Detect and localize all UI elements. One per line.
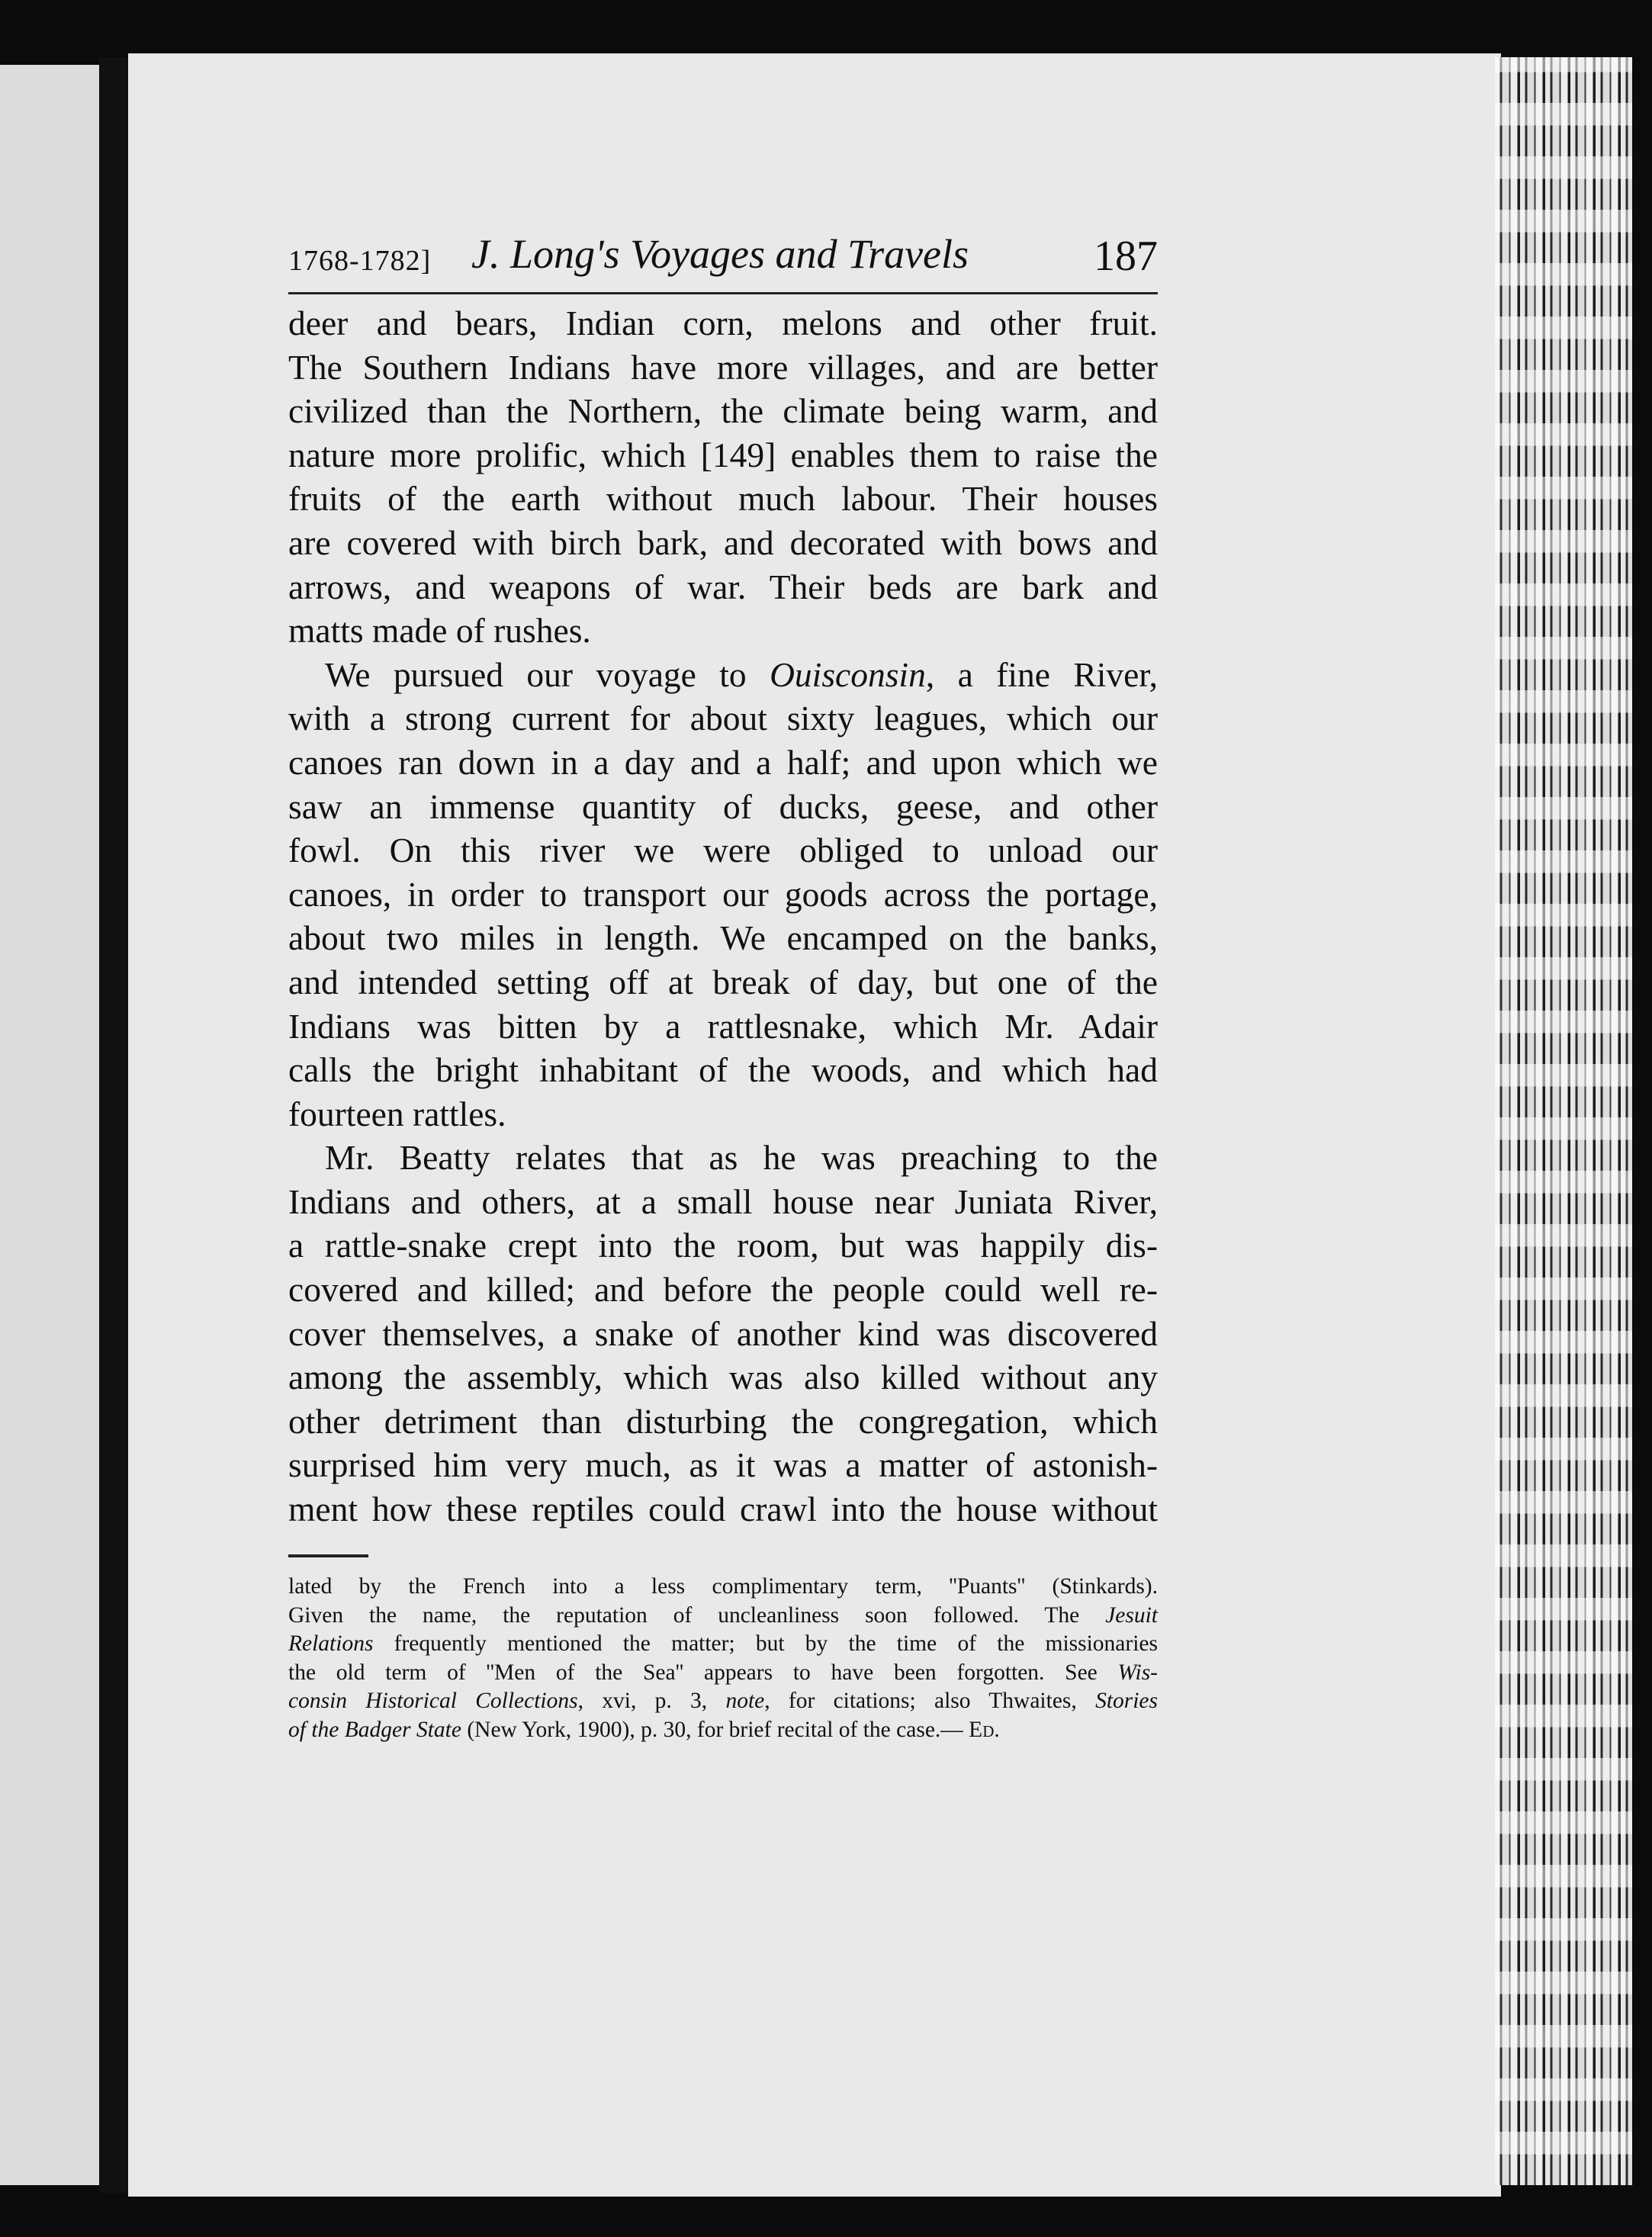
paragraph [288,1136,1158,1531]
running-header-dates: 1768-1782] [288,245,432,277]
page-number: 187 [1094,233,1158,280]
italic-text: consin Historical Collections [288,1689,578,1713]
text-line: canoes ran down in a day and a half; and upon which we [288,742,1158,782]
text-line: We pursued our voyage to Ouisconsin, a fine River, [325,654,1159,694]
text-line: covered and killed; and before the people could well re- [288,1270,1158,1310]
text-line: Mr. Beatty relates that as he was preaching to the [325,1138,1158,1178]
paragraph [288,301,1158,653]
text-line: calls the bright inhabitant of the woods, and which had [288,1050,1158,1090]
text-line: saw an immense quantity of ducks, geese, and other [288,786,1158,826]
text-line: surprised him very much, as it was a matter of astonish- [288,1445,1158,1485]
small-caps-text: Ed. [969,1717,1000,1742]
footnote [288,1573,1158,1744]
text-line: Indians and others, at a small house near Juniata River, [288,1181,1158,1221]
paragraph [288,653,1158,1136]
text-line: civilized than the Northern, the climate being warm, and [288,391,1158,431]
italic-text: of the Badger State [288,1717,461,1742]
book-gutter [99,57,130,2193]
text-line: The Southern Indians have more villages, and are better [288,347,1158,387]
italic-text: Ouisconsin [770,654,926,694]
footnote-line: of the Badger State (New York, 1900), p. 30, for brief recital of the case.— Ed. [288,1717,1000,1742]
text-line: Indians was bitten by a rattlesnake, which Mr. Adair [288,1006,1158,1046]
text-line: deer and bears, Indian corn, melons and other fruit. [288,304,1158,342]
text-line: ment how these reptiles could crawl into the house without [288,1490,1158,1529]
text-line: nature more prolific, which [149] enables them to raise the [288,435,1158,474]
facing-page-edge [0,65,99,2185]
footnote-line: Relations frequently mentioned the matter; but by the time of the missionaries [288,1631,1158,1656]
text-line: fruits of the earth without much labour. Their houses [288,479,1158,519]
text-line: a rattle-snake crept into the room, but was happily dis- [288,1226,1158,1265]
footnote-line: consin Historical Collections, xvi, p. 3, note, for citations; also Thwaites, Stories [288,1689,1159,1713]
text-line: with a strong current for about sixty leagues, which our [288,699,1158,738]
text-line: arrows, and weapons of war. Their beds are bark and [288,567,1158,606]
text-line: among the assembly, which was also killed without any [288,1358,1158,1397]
text-line: matts made of rushes. [288,611,591,651]
text-line: cover themselves, a snake of another kind was discovered [288,1313,1158,1353]
body-text [288,301,1158,1532]
footnote-line: lated by the French into a less complimentary term, ''Puants'' (Stinkards). [288,1574,1158,1599]
italic-text: Stories [1095,1689,1159,1713]
italic-text: Relations [288,1631,374,1656]
footnote-rule [288,1554,368,1557]
italic-text: Wis- [1117,1660,1158,1685]
text-line: other detriment than disturbing the congregation, which [288,1401,1158,1441]
text-line: fowl. On this river we were obliged to unload our [288,831,1158,870]
text-line: are covered with birch bark, and decorated with bows and [288,522,1158,562]
text-line: and intended setting off at break of day, but one of the [288,962,1158,1001]
running-header-title: J. Long's Voyages and Travels [471,231,969,277]
italic-text: note [725,1689,765,1713]
text-line: canoes, in order to transport our goods across the portage, [288,874,1158,914]
footnote-line: the old term of ''Men of the Sea'' appears to have been forgotten. See Wis- [288,1660,1158,1685]
running-header [288,227,1158,290]
text-line: fourteen rattles. [288,1094,506,1133]
footnote-line: Given the name, the reputation of uncleanliness soon followed. The Jesuit [288,1602,1158,1628]
page-block-shading [1495,57,1632,2185]
header-rule [288,292,1158,294]
text-line: about two miles in length. We encamped on the banks, [288,918,1158,958]
italic-text: Jesuit [1105,1602,1158,1628]
